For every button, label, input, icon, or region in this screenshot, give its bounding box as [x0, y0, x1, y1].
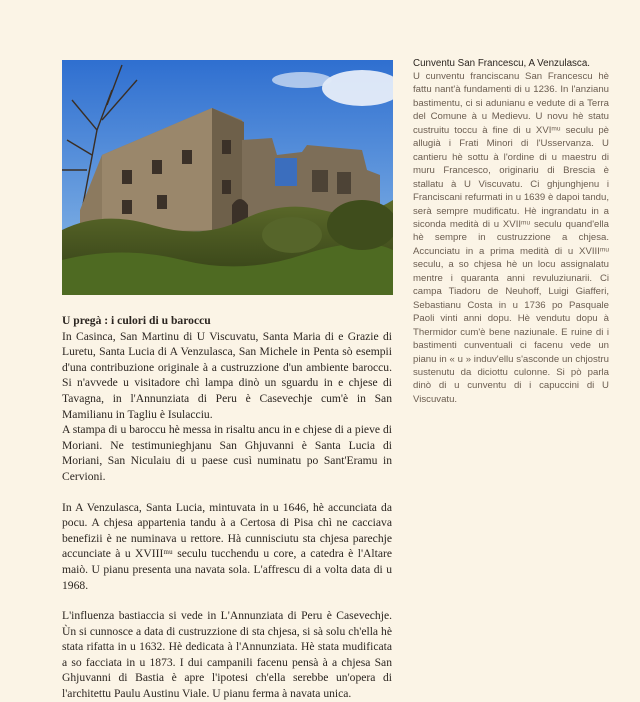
left-article: [62, 313, 392, 702]
paragraph-moriani: A stampa di u baroccu hè messa in risaltu ancu in e chjese di a pieve di Moriani. Ne testimunieghjanu San Ghjuvanni è Santa Lucia di Moriani, San Niculaiu di u paese cusì numinatu po Sant'Eramu in Cervioni.: [62, 423, 392, 483]
paragraph-venzulasca: In A Venzulasca, Santa Lucia, mintuvata in u 1646, hè accunciata da pocu. A chjesa appartenia tandu à a Certosa di Pisa chì ne cacciava benefizii è ne numinava u rettore. Hà cunnisciutu sta chjesa parechje accunciate à u XVIIIᵐᵘ seculu tucchendu u core, a catedra è l'Altare maiò. U pianu presenta una navata sola. L'affrescu di a volta data di u 1968.: [62, 500, 392, 592]
section-heading: U pregà : i culori di u baroccu: [62, 314, 211, 327]
paragraph-annunziata: L'influenza bastiaccia si vede in L'Annunziata di Peru è Casevechje. Ùn si cunnosce a data di custruzzione di sta chjesa, si sà solu ch'ella hè stata rifatta in u 1632. Hè dedicata à l'Annunziata. Hè stata mudificata a so facciata in u 1873. I dui campanili facenu pensà à a chjesa San Ghjuvanni di Bastia è apre l'ipotesi ch'ella serebbe un'opera di l'architettu Paulu Austinu Viale. U pianu ferma à navata unica.: [62, 609, 392, 701]
convent-ruins-photo: [62, 60, 393, 295]
convent-heading: Cunventu San Francescu, A Venzulasca.: [413, 58, 590, 69]
paragraph-casinca: In Casinca, San Martinu di U Viscuvatu, Santa Maria di e Grazie di Luretu, Santa Lucia di A Venzulasca, San Michele in Penta sò esempii d'una contribuzione originale à a custruzzione d'un ambiente baroccu. Si n'avvede u visitadore chì lampa dinò un sguardu in e chjese di Tavagna, in l'Annunziata di Peru è Casevechje cum'è in San Mamilianu in Tagliu è Isulacciu.: [62, 329, 392, 421]
right-article: [413, 57, 609, 406]
convent-body: U cunventu franciscanu San Francescu hè fattu nant'à fundamenti di u 1236. In l'anzianu bastimentu, ci si adunianu e vedute di a Terra del Comune à u Medievu. U novu hè statu custruitu toccu à fine di u XVIᵐᵘ seculu pè allugià i Frati Minori di l'Usservanza. U cantieru hè sottu à l'ordine di u maestru di muru Francesco, originariu di Brescia è stallatu à U Viscuvatu. Ci ghjunghjenu i Franciscani refurmati in u 1639 è dapoi tandu, serà sempre mudificatu. Hè ingrandatu in a siconda medità di u XVIIᵐᵘ seculu quand'ella hè sempre in custruzzione a chjesa. Accunciatu in a prima medità di u XVIIIᵐᵘ seculu, a so chjesa hè un locu assignalatu mentre i quaranta anni revuluziunarii. Ci campa Tiadoru de Neuhoff, Luigi Giafferi, Sebastianu Costa in u 1736 po Pasquale Paoli vinti anni dopu. Hè vendutu dopu à Thermidor cum'è bene naziunale. E ruine di i bastimenti cunventuali ci facenu vede un pianu in « u » induv'ellu s'asconde un chjostru sustenutu da diciottu culonne. Si pò parla dinò di u cunventu di i capuccini di U Viscuvatu.: [413, 71, 609, 405]
